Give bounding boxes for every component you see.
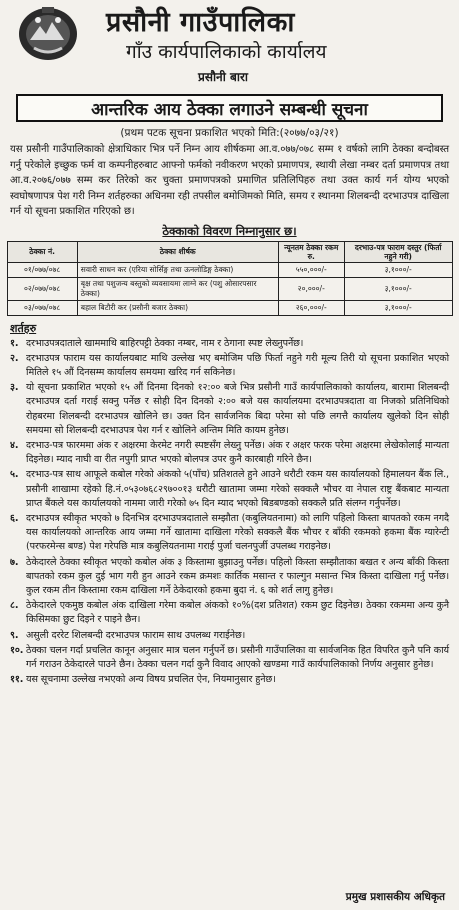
term-number: ५. xyxy=(10,469,19,481)
term-number: १०. xyxy=(10,644,24,656)
term-text: असुली दररेट शिलबन्दी दरभाउपत्र फाराम साथ उपलब्ध गराईनेछ। xyxy=(26,629,246,641)
term-item xyxy=(10,644,449,672)
term-item xyxy=(10,439,449,467)
table-title: ठेक्काको विवरण निम्नानुसार छ। xyxy=(162,223,297,238)
cell-form-fee: ३,१०००/- xyxy=(344,277,452,300)
term-item xyxy=(10,337,449,351)
intro-paragraph: यस प्रसौनी गाउँपालिकाको क्षेत्राधिकार भित्र पर्ने निम्न आय शीर्षकमा आ.व.०७७/०७८ सम्म १ वर्षको लागि ठेक्का बन्दोबस्त गर्नु परेकोले इच्छुक फर्म वा कम्पनीहरुबाट आफ्नो फर्मको नवीकरण भएको प्रमाणपत्र, स्थायी लेखा नम्बर दर्ता प्रमाणपत्र तथा आ.व.२०७६/०७७ सम्म कर तिरेको कर चुक्ता प्रमाणपत्रको प्रमाणित प्रतिलिपिहरु तथा उक्त कार्य गर्न योग्य भएको स्वघोषणापत्र पेश गरी निम्न शर्तहरुका अधिनमा रही तपसील बमोजिमको मिति, समय र स्थानमा शिलबन्दी दरभाउपत्र दाखिला गर्न यो सूचना प्रकाशित गरिएको छ। xyxy=(10,144,449,217)
nepal-government-emblem-icon xyxy=(16,4,80,62)
cell-form-fee: ३,१०००/- xyxy=(344,262,452,277)
term-item xyxy=(10,599,449,627)
term-item xyxy=(10,629,449,643)
term-number: ९. xyxy=(10,629,19,641)
term-item xyxy=(10,512,449,555)
term-item xyxy=(10,352,449,380)
term-number: ८. xyxy=(10,600,19,612)
table-row xyxy=(7,277,452,300)
cell-contract-number: ०१/०७७/०७८ xyxy=(7,262,77,277)
cell-contract-title: बहाल बिटौरी कर (प्रसौनी बजार ठेक्का) xyxy=(77,300,278,315)
term-text: दरभाउपत्रदाताले खाममाथि बाहिरपट्टी ठेक्का नम्बर, नाम र ठेगाना स्पष्ट लेख्नुपर्नेछ। xyxy=(26,337,304,349)
term-item xyxy=(10,556,449,599)
publication-date-line: (प्रथम पटक सूचना प्रकाशित भएको मिति:(२०७७/०३/२१) xyxy=(120,127,339,139)
contracts-table xyxy=(7,241,453,316)
letterhead xyxy=(6,0,453,92)
term-text: दरभाउ-पत्र साथ आफूले कबोल गरेको अंकको ५(पाँच) प्रतिशतले हुने आउने धरौटी रकम यस कार्यालयको हिमालयन बैंक लि., प्रसौनी शाखामा रहेको हि.नं.०५३०७६८२९७००१३ धरौटी खातामा जम्मा गरेको सक्कलै भौचर वा नेपाल राष्ट्र बैंकबाट मान्यता प्राप्त बैंकले यस कार्यालयको नाममा जारी गरेको ७५ दिन म्याद भएको बिडबण्डको सक्कलै प्रति संलग्न गर्नुपर्नेछ। xyxy=(26,469,449,509)
notice-title: आन्तरिक आय ठेक्का लगाउने सम्बन्धी सूचना xyxy=(16,94,443,122)
cell-minimum-amount: २०,०००/- xyxy=(278,277,344,300)
term-text: दरभाउपत्र फाराम यस कार्यालयबाट माथि उल्लेख भए बमोजिम पछि फिर्ता नहुने गरी मूल्य तिरी यो सूचना प्रकाशित भएको मितिले १५ औं दिनसम्म कार्यालय समयमा खरिद गर्न सकिनेछ। xyxy=(26,352,449,378)
term-text: ठेक्का चलन गर्दा प्रचलित कानून अनुसार मात्र चलन गर्नुपर्ने छ। प्रसौनी गाउँपालिका वा सार्वजनिक हित विपरित कुनै पनि कार्य गर्न गराउन ठेकेदारले पाउने छैन। ठेक्का चलन गर्दा कुनै विवाद आएको खण्डमा गाउँ कार्यपालिकाको निर्णय अनुसार हुनेछ। xyxy=(26,644,449,670)
table-row xyxy=(7,300,452,315)
cell-contract-title: बृक्ष तथा पशुजन्य बस्तुको व्यवसायमा लाग्ने कर (पशु ओसारपसार ठेक्का) xyxy=(77,277,278,300)
term-number: ३. xyxy=(10,382,19,394)
terms-heading: शर्तहरु xyxy=(10,321,37,335)
header-form-fee: दरभाउ-पत्र फाराम दस्तुर (फिर्ता नहुने गरी) xyxy=(344,241,452,262)
term-text: ठेकेदारले एकमुष्ठ कबोल अंक दाखिला गरेमा कबोल अंकको १०%(दश प्रतिशत) रकम छुट दिइनेछ। ठेक्का रकममा अन्य कुनै किसिमका छुट दिइने र पाइने छैन। xyxy=(26,600,449,626)
header-contract-title: ठेक्का शीर्षक xyxy=(77,241,278,262)
term-item xyxy=(10,468,449,511)
office-name: गाँउ कार्यपालिकाको कार्यालय xyxy=(126,41,327,63)
cell-contract-number: ०३/०७७/०७८ xyxy=(7,300,77,315)
term-item xyxy=(10,673,449,687)
cell-contract-title: सवारी साधन कर (एरिया सोर्सिङ्ग तथा ऊनलोडिङ्ग ठेक्का) xyxy=(77,262,278,277)
term-text: दरभाउपत्र स्वीकृत भएको ७ दिनभित्र दरभाउपत्रदाताले सम्झौता (कबुलियतनामा) को लागि पहिलो किस्ता बापतको रकम नगदै यस कार्यालयको आन्तरिक आय जम्मा गर्ने खातामा दाखिला गरेको सक्कलै बैंक भौचर र बाँकी रकमको हकमा बैंक ग्यारेन्टी (परफरमेन्स बण्ड) पेश गरेपछि मात्र कबुलियतनामा गराई पुर्जा चलनपुर्जी उपलब्ध गराइनेछ। xyxy=(26,512,449,553)
term-text: दरभाउ-पत्र फारममा अंक र अक्षरमा केरमेट नगरी स्पष्टसँग लेख्नु पर्नेछ। अंक र अक्षर फरक परेमा अक्षरमा लेखेकोलाई मान्यता दिइनेछ। म्याद नाघी वा रीत नपुगी प्राप्त भएको बोलपत्र उपर कुनै कारबाही गरिने छैन। xyxy=(26,439,449,466)
org-name: प्रसौनी गाउँपालिका xyxy=(106,7,295,38)
cell-minimum-amount: ५५०,०००/- xyxy=(278,262,344,277)
term-number: २. xyxy=(10,352,19,364)
cell-contract-number: ०२/०७७/०७८ xyxy=(7,277,77,300)
term-number: ७. xyxy=(10,556,19,568)
term-number: ४. xyxy=(10,439,19,451)
term-number: ११. xyxy=(10,674,24,686)
header-minimum-amount: न्यूनतम ठेक्का रकम रु. xyxy=(278,241,344,262)
header-contract-number: ठेक्का नं. xyxy=(7,241,77,262)
terms-list xyxy=(6,337,453,688)
table-header-row xyxy=(7,241,452,262)
term-text: ठेकेदारले ठेक्का स्वीकृत भएको कबोल अंक ३ किस्तामा बुझाउनु पर्नेछ। पहिलो किस्ता सम्झौताका बखत र अन्य बाँकी किस्ता बापतको रकम कुल दुई भाग गरी हुन आउने रकम क्रमशः कार्तिक मसान्त र फाल्गुन मसान्त भित्र किस्ता दाखिला गर्नु पर्नेछ। कुल रकम तीन किस्तामा रकम दाखिला गर्ने ठेकेदारको हकमा बुदा नं. ६ को शर्त लागु हुनेछ। xyxy=(26,556,449,596)
office-location: प्रसौनी बारा xyxy=(198,70,248,84)
cell-form-fee: ३,१०००/- xyxy=(344,300,452,315)
term-text: यो सूचना प्रकाशित भएको १५ औं दिनमा दिनको १२:०० बजे भित्र प्रसौनी गाउँ कार्यपालिकाको कार्यालय, बारामा शिलबन्दी दरभाउपत्र दर्ता गराई सक्नु पर्नेछ र सोही दिन दिनको २:०० बजे यस कार्यालयमा दरभाउपत्रदाता वा निजको प्रतिनिधिको रोहबरमा शिलबन्दी दरभाउपत्र खोलिने छ। उक्त दिन सार्वजनिक बिदा परेमा सो पछि लगत्तै कार्यालय खुलेको दिन सोही समयमा सो शिलबन्दी दरभाउपत्र पेश गर्न र खोलिने अन्तिम मिति कायम हुनेछ। xyxy=(26,382,449,436)
term-number: ६. xyxy=(10,512,19,524)
cell-minimum-amount: २६०,०००/- xyxy=(278,300,344,315)
term-item xyxy=(10,381,449,438)
term-text: यस सूचनामा उल्लेख नभएको अन्य विषय प्रचलित ऐन, नियमानुसार हुनेछ। xyxy=(26,674,276,686)
signatory-title: प्रमुख प्रशासकीय अधिकृत xyxy=(345,891,445,903)
table-row xyxy=(7,262,452,277)
term-number: १. xyxy=(10,337,19,349)
